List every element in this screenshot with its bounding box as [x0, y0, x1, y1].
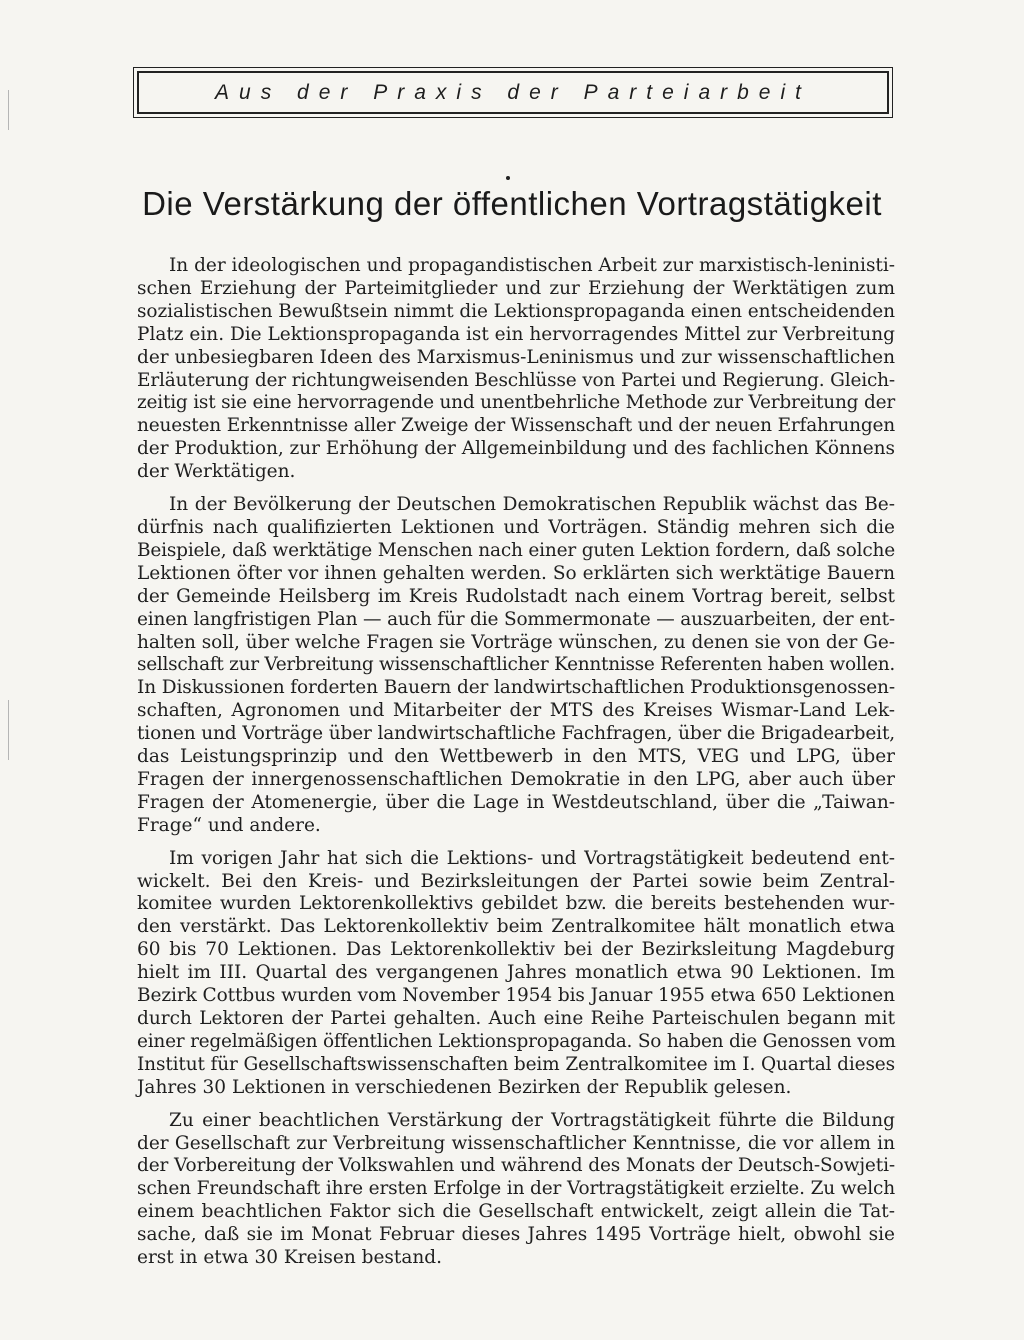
- article-body: [137, 255, 895, 1280]
- paragraph-line: der unbesiegbaren Ideen des Marxismus-Leninismus und zur wissenschaftlichen: [137, 346, 895, 368]
- paragraph-line: Fragen der innergenossenschaftlichen Demokratie in den LPG, aber auch über: [137, 768, 895, 790]
- paragraph-line: In Diskussionen forderten Bauern der landwirtschaftlichen Produktionsgenossen-: [137, 677, 895, 699]
- paragraph-line: wickelt. Bei den Kreis- und Bezirksleitungen der Partei sowie beim Zentral-: [137, 870, 895, 892]
- paragraph-line: Platz ein. Die Lektionspropaganda ist ein hervorragendes Mittel zur Verbreitung: [137, 323, 895, 345]
- paragraph-line: der Gemeinde Heilsberg im Kreis Rudolstadt nach einem Vortrag bereit, selbst: [137, 585, 895, 607]
- paragraph-line: einem beachtlichen Faktor sich die Gesellschaft entwickelt, zeigt allein die Tat-: [137, 1201, 895, 1223]
- paragraph-line: sellschaft zur Verbreitung wissenschaftlicher Kenntnisse Referenten haben wollen.: [137, 654, 895, 676]
- paragraph-line: sache, daß sie im Monat Februar dieses Jahres 1495 Vorträge hielt, obwohl sie: [137, 1224, 895, 1246]
- decorative-dot: [506, 176, 510, 180]
- paragraph-line: Zu einer beachtlichen Verstärkung der Vortragstätigkeit führte die Bildung: [169, 1109, 895, 1131]
- paragraph-line: schen Erziehung der Parteimitglieder und zur Erziehung der Werktätigen zum: [137, 277, 895, 299]
- paragraph-line: Beispiele, daß werktätige Menschen nach einer guten Lektion fordern, daß solche: [137, 539, 895, 561]
- scan-margin-mark: [8, 90, 9, 130]
- paragraph-line: neuesten Erkenntnisse aller Zweige der Wissenschaft und der neuen Erfahrungen: [137, 415, 895, 437]
- paragraph-line: einen langfristigen Plan — auch für die Sommermonate — auszuarbeiten, der ent-: [137, 608, 895, 630]
- paragraph-line: komitee wurden Lektorenkollektivs gebildet bzw. die bereits bestehenden wur-: [137, 893, 895, 915]
- paragraph-line: der Vorbereitung der Volkswahlen und während des Monats der Deutsch-Sowjeti-: [137, 1155, 895, 1177]
- paragraph-line: schaften, Agronomen und Mitarbeiter der MTS des Kreises Wismar-Land Lek-: [137, 700, 895, 722]
- paragraph-line: der Werktätigen.: [137, 461, 296, 483]
- paragraph-line: dürfnis nach qualifizierten Lektionen und Vorträgen. Ständig mehren sich die: [137, 516, 895, 538]
- article-paragraph: [137, 494, 895, 838]
- paragraph-line: 60 bis 70 Lektionen. Das Lektorenkollektiv bei der Bezirksleitung Magdeburg: [137, 939, 895, 961]
- article-paragraph: [137, 1110, 895, 1270]
- section-label: Aus der Praxis der Parteiarbeit: [215, 80, 811, 104]
- paragraph-line: erst in etwa 30 Kreisen bestand.: [137, 1247, 443, 1269]
- paragraph-line: Frage“ und andere.: [137, 814, 321, 836]
- paragraph-line: In der Bevölkerung der Deutschen Demokratischen Republik wächst das Be-: [169, 494, 895, 516]
- paragraph-line: der Gesellschaft zur Verbreitung wissenschaftlicher Kenntnisse, die vor allem in: [137, 1132, 895, 1154]
- paragraph-line: Im vorigen Jahr hat sich die Lektions- und Vortragstätigkeit bedeutend ent-: [169, 847, 895, 869]
- paragraph-line: Erläuterung der richtungweisenden Beschlüsse von Partei und Regierung. Gleich-: [137, 369, 895, 391]
- paragraph-line: Jahres 30 Lektionen in verschiedenen Bezirken der Republik gelesen.: [137, 1076, 792, 1098]
- paragraph-line: In der ideologischen und propagandistischen Arbeit zur marxistisch-leninisti-: [169, 255, 895, 276]
- paragraph-line: halten soll, über welche Fragen sie Vorträge wünschen, zu denen sie von der Ge-: [137, 631, 895, 653]
- article-headline: Die Verstärkung der öffentlichen Vortragstätigkeit: [142, 185, 882, 222]
- section-header-box: [137, 71, 889, 114]
- paragraph-line: hielt im III. Quartal des vergangenen Jahres monatlich etwa 90 Lektionen. Im: [137, 962, 895, 984]
- paragraph-line: einer regelmäßigen öffentlichen Lektionspropaganda. So haben die Genossen vom: [137, 1030, 896, 1052]
- paragraph-line: der Produktion, zur Erhöhung der Allgemeinbildung und des fachlichen Könnens: [137, 438, 895, 460]
- scan-margin-mark: [8, 700, 9, 760]
- article-paragraph: [137, 848, 895, 1100]
- paragraph-line: tionen und Vorträge über landwirtschaftliche Fachfragen, über die Brigadearbeit,: [137, 723, 895, 745]
- article-paragraph: [137, 255, 895, 484]
- paragraph-line: schen Freundschaft ihre ersten Erfolge in der Vortragstätigkeit erzielte. Zu welch: [137, 1178, 895, 1200]
- paragraph-line: Bezirk Cottbus wurden vom November 1954 bis Januar 1955 etwa 650 Lektionen: [137, 985, 895, 1007]
- paragraph-line: den verstärkt. Das Lektorenkollektiv beim Zentralkomitee hält monatlich etwa: [137, 916, 895, 938]
- paragraph-line: das Leistungsprinzip und den Wettbewerb in den MTS, VEG und LPG, über: [137, 746, 895, 768]
- paragraph-line: sozialistischen Bewußtsein nimmt die Lektionspropaganda einen entscheidenden: [137, 300, 895, 322]
- paragraph-line: Fragen der Atomenergie, über die Lage in Westdeutschland, über die „Taiwan-: [137, 791, 895, 813]
- paragraph-line: durch Lektoren der Partei gehalten. Auch eine Reihe Parteischulen begann mit: [137, 1008, 895, 1029]
- paragraph-line: Lektionen öfter vor ihnen gehalten werden. So erklärten sich werktätige Bauern: [137, 562, 895, 584]
- paragraph-line: Institut für Gesellschaftswissenschaften beim Zentralkomitee im I. Quartal dieses: [137, 1053, 895, 1075]
- paragraph-line: zeitig ist sie eine hervorragende und unentbehrliche Methode zur Verbreitung der: [137, 392, 895, 414]
